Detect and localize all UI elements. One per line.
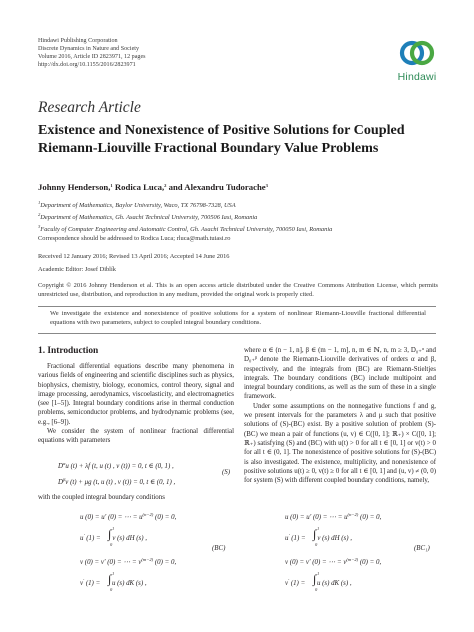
hindawi-logo <box>393 38 441 88</box>
right-paragraph-1: where α ∈ (n − 1, n], β ∈ (m − 1, m], n, m ∈ ℕ, n, m ≥ 3, D₀₊ᵅ and D₀₊ᵝ denote the Riemann-Liouville derivatives of orders α and β, respectively, and the integrals from (BC) are Riemann-Stieltjes integrals. The boundary conditions (BC) include multipoint and integral boundary conditions, as well as the sum of these in a single framework. <box>244 347 436 401</box>
correspondence: Correspondence should be addressed to Rodica Luca; rluca@math.tuiasi.ro <box>38 235 231 242</box>
integral-upper: 1 <box>112 526 115 531</box>
integral-upper: 1 <box>317 571 320 576</box>
bc-left-1: u (0) = u′ (0) = ⋯ = $u^{(n-2)}$ (0) = 0, <box>80 512 177 521</box>
affiliations <box>38 198 332 235</box>
integral-sign: ∫ <box>108 527 112 541</box>
integral-lower: 0 <box>315 587 318 592</box>
hindawi-logo-icon <box>393 38 441 72</box>
bc-left-4: v′ (1) = u (s) dK (s) , <box>80 578 147 587</box>
bc-left-2: u′ (1) = v (s) dH (s) , <box>80 533 147 542</box>
journal-header <box>38 37 146 69</box>
integral-sign: ∫ <box>313 527 317 541</box>
bc1-right-1: u (0) = u′ (0) = ⋯ = $u^{(n-2)}$ (0) = 0, <box>285 512 382 521</box>
divider-top <box>38 306 436 307</box>
publisher: Hindawi Publishing Corporation <box>38 38 118 44</box>
article-title <box>38 122 438 157</box>
author-1: Johnny Henderson, <box>38 182 111 192</box>
left-column-text <box>38 362 234 446</box>
integral-upper: 1 <box>112 571 115 576</box>
author-2: Rodica Luca, <box>112 182 165 192</box>
academic-editor: Academic Editor: Josef Diblík <box>38 266 116 273</box>
journal-name: Discrete Dynamics in Nature and Society <box>38 46 140 53</box>
hindawi-logo-text: Hindawi <box>397 71 437 83</box>
divider-bottom <box>38 333 436 334</box>
label-s: (S) <box>222 469 231 476</box>
label-bc1: (BC₁) <box>414 545 430 552</box>
integral-upper: 1 <box>317 526 320 531</box>
doi-link[interactable]: http://dx.doi.org/10.1155/2016/2823971 <box>38 62 136 69</box>
bc-left-3: v (0) = v′ (0) = ⋯ = $v^{(m-2)}$ (0) = 0, <box>80 557 177 566</box>
left-column-text-2 <box>38 493 234 502</box>
integral-lower: 0 <box>110 542 113 547</box>
right-paragraph-2: Under some assumptions on the nonnegative functions f and g, we present intervals for the parameters λ and μ such that positive solutions of (S)-(BC) exist. By a positive solution of problem (S)-(BC) we mean a pair of functions (u, v) ∈ C([0, 1]; ℝ₊) × C([0, 1]; ℝ₊) satisfying (S) and (BC) with u(t) > 0 for all t ∈ [0, 1] or v(t) > 0 for all t ∈ (0, 1]. The nonexistence of positive solutions for (S)-(BC) is also investigated. The existence, multiplicity, and nonexistence of positive solutions u(t) ≥ 0, v(t) ≥ 0 for all t ∈ [0, 1] and (u, v) ≠ (0, 0) for system (S) with different coupled boundary conditions, namely, <box>244 402 436 485</box>
received-dates: Received 12 January 2016; Revised 13 April 2016; Accepted 14 June 2016 <box>38 253 230 260</box>
affiliation-2: $^2$Department of Mathematics, Gh. Asachi Technical University, 700506 Iasi, Romania <box>38 212 258 222</box>
article-type: Research Article <box>38 99 141 116</box>
label-bc: (BC) <box>212 545 226 552</box>
section-heading: 1. Introduction <box>38 346 99 356</box>
title-line-1: Existence and Nonexistence of Positive Solutions for Coupled <box>38 122 405 138</box>
equation-s-2: $D^\beta v$ (t) + μg (t, u (t) , v (t)) = 0, t ∈ (0, 1) , <box>58 477 176 486</box>
intro-paragraph-2: We consider the system of nonlinear fractional differential equations with parameters <box>38 428 234 445</box>
volume-info: Volume 2016, Article ID 2823971, 12 pages <box>38 54 146 61</box>
bc1-right-2: u′ (1) = v (s) dH (s) , <box>285 533 352 542</box>
integral-lower: 0 <box>110 587 113 592</box>
bc1-right-3: v (0) = v′ (0) = ⋯ = $v^{(m-2)}$ (0) = 0, <box>285 557 382 566</box>
integral-lower: 0 <box>315 542 318 547</box>
copyright-notice: Copyright © 2016 Johnny Henderson et al. This is an open access article distributed under the Creative Commons Attribution License, which permits unrestricted use, distribution, and reproduction in any medium, provided the original work is properly cited. <box>38 282 438 298</box>
bc1-right-4: v′ (1) = u (s) dK (s) , <box>285 578 352 587</box>
intro-paragraph-1: Fractional differential equations describe many phenomena in various fields of engineering and scientific disciplines such as physics, biophysics, chemistry, biology, economics, control theory, signal and image processing, aerodynamics, viscoelasticity, and electromagnetics (see [1–5]). Integral boundary conditions arise in thermal conduction problems, semiconductor problems, and hydrodynamic problems (see, e.g., [6–9]). <box>38 363 234 426</box>
affiliation-1: $^1$Department of Mathematics, Baylor University, Waco, TX 76798-7328, USA <box>38 200 236 209</box>
abstract: We investigate the existence and nonexistence of positive solutions for a system of nonlinear Riemann-Liouville fractional differential equations with two parameters, subject to coupled integral boundary conditions. <box>50 310 426 326</box>
author-list: Johnny Henderson,$^1$ Rodica Luca,$^2$ and Alexandru Tudorache$^3$ <box>38 182 268 192</box>
title-line-2: Riemann-Liouville Fractional Boundary Value Problems <box>38 139 379 156</box>
integral-sign: ∫ <box>108 572 112 586</box>
intro-paragraph-3: with the coupled integral boundary conditions <box>38 494 165 501</box>
right-column-text <box>244 346 436 485</box>
author-3: and Alexandru Tudorache <box>166 182 266 192</box>
integral-sign: ∫ <box>313 572 317 586</box>
affiliation-3: $^3$Faculty of Computer Engineering and Automatic Control, Gh. Asachi Technical University, 700050 Iasi, Romania <box>38 224 333 234</box>
equation-s-1: $D^\alpha u$ (t) + λf (t, u (t) , v (t)) = 0, t ∈ (0, 1) , <box>58 461 174 470</box>
